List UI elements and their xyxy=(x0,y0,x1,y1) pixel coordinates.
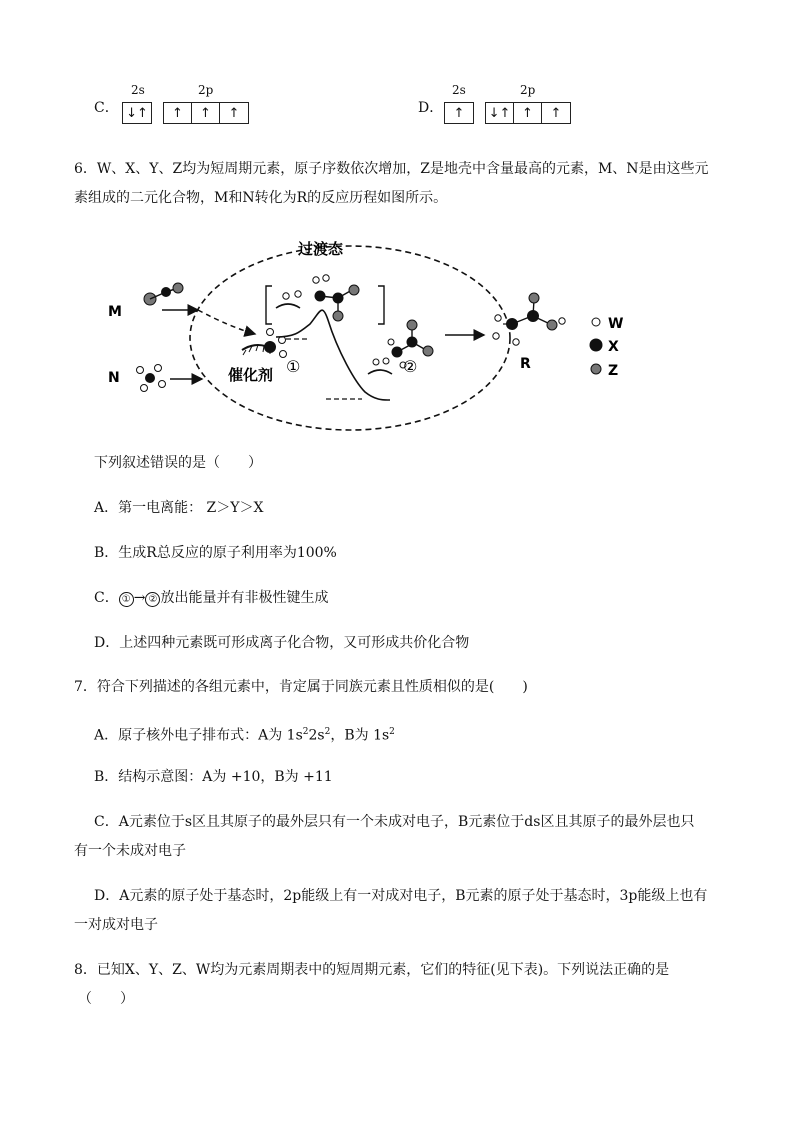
q7-option-d-line1: D．A元素的原子处于基态时，2p能级上有一对成对电子，B元素的原子处于基态时，3p能级上也有 xyxy=(94,888,708,904)
catalyst-surface xyxy=(368,370,392,374)
q7-stem: 7．符合下列描述的各组元素中，肯定属于同族元素且性质相似的是( ) xyxy=(74,679,528,695)
orbital-box: ↑ xyxy=(453,105,465,121)
orbital-box: ↓↑ xyxy=(486,103,514,123)
atom-w xyxy=(493,333,499,339)
m-label: M xyxy=(108,304,122,320)
atom-w xyxy=(159,381,166,388)
q7-option-c-line2: 有一个未成对电子 xyxy=(74,843,186,859)
q6-stem-line2: 素组成的二元化合物，M和N转化为R的反应历程如图所示。 xyxy=(74,190,448,206)
atom-w xyxy=(137,367,144,374)
r-label: R xyxy=(520,356,531,372)
c-2p-label: 2p xyxy=(198,83,214,97)
atom-w xyxy=(267,329,274,336)
legend-w-marker xyxy=(592,318,600,326)
atom-z xyxy=(423,346,433,356)
orbital-box: ↑ xyxy=(514,103,542,123)
q6-option-a: A．第一电离能： Z＞Y＞X xyxy=(94,500,264,516)
bracket-left xyxy=(266,286,272,324)
orbital-box: ↑ xyxy=(164,103,192,123)
atom-w xyxy=(141,385,148,392)
q6-option-c xyxy=(94,588,328,608)
atom-z xyxy=(407,320,417,330)
d-2s-label: 2s xyxy=(452,83,466,97)
step2-label: ② xyxy=(403,357,418,376)
orbital-box: ↑ xyxy=(550,105,562,121)
atom-w xyxy=(373,359,379,365)
q6-stem-line1: 6．W、X、Y、Z均为短周期元素，原子序数依次增加，Z是地壳中含量最高的元素，M、N是由这些元 xyxy=(74,161,709,177)
bracket-right xyxy=(378,286,384,324)
atom-w xyxy=(313,277,319,283)
orbital-box: ↑ xyxy=(192,103,220,123)
q8-stem: 8．已知X、Y、Z、W均为元素周期表中的短周期元素，它们的特征(见下表)。下列说法正确的是 xyxy=(74,962,670,978)
c-2s-label: 2s xyxy=(131,83,145,97)
q6-option-b: B．生成R总反应的原子利用率为100% xyxy=(94,545,337,561)
reaction-diagram xyxy=(100,232,660,432)
legend-z-marker xyxy=(591,364,601,374)
atom-z xyxy=(173,283,183,293)
catalyst-label: 催化剂 xyxy=(228,366,274,384)
atom-w xyxy=(283,293,289,299)
energy-curve xyxy=(276,310,390,400)
atom-z xyxy=(547,320,557,330)
option-c-suffix: 放出能量并有非极性键生成 xyxy=(160,590,329,606)
atom-z xyxy=(349,285,359,295)
legend-x-label: X xyxy=(608,339,619,355)
q7-option-c-line1: C．A元素位于s区且其原子的最外层只有一个未成对电子，B元素位于ds区且其原子的最外层也只 xyxy=(94,814,695,830)
atom-z xyxy=(333,311,343,321)
d-2s-boxes xyxy=(444,102,474,124)
orbital-box: ↓↑ xyxy=(126,105,148,121)
q8-paren: （ ） xyxy=(78,991,134,1007)
atom-w xyxy=(383,358,389,364)
atom-w xyxy=(495,315,501,321)
arrow-glyph: → xyxy=(133,590,146,606)
option-d-label: D． xyxy=(418,100,444,116)
atom-w xyxy=(323,275,329,281)
dashed-arrow-m xyxy=(198,310,255,334)
atom-w xyxy=(155,365,162,372)
atom-w xyxy=(513,339,519,345)
n-label: N xyxy=(108,370,120,386)
atom-x xyxy=(264,341,276,353)
atom-w xyxy=(388,339,394,345)
atom-w xyxy=(295,291,301,297)
d-2p-label: 2p xyxy=(520,83,536,97)
q6-option-d: D．上述四种元素既可形成离子化合物，又可形成共价化合物 xyxy=(94,635,470,651)
catalyst-surface xyxy=(276,304,300,308)
atom-w xyxy=(559,318,565,324)
option-c-label: C． xyxy=(94,100,119,116)
transition-ellipse xyxy=(190,246,510,430)
atom-x xyxy=(145,373,155,383)
d-2p-boxes xyxy=(485,102,571,124)
c-2s-boxes xyxy=(122,102,152,124)
q7-option-d-line2: 一对成对电子 xyxy=(74,917,158,933)
option-c-prefix: C． xyxy=(94,590,119,606)
step1-label: ① xyxy=(286,357,301,376)
q7-option-a: A．原子核外电子排布式：A为 $1s^22s^2$，B为 $1s^2$ xyxy=(94,727,395,744)
q7-option-b: B．结构示意图：A为 +10，B为 +11 xyxy=(94,769,333,785)
circle-one: ① xyxy=(119,592,134,607)
c-2p-boxes xyxy=(163,102,249,124)
circle-two: ② xyxy=(145,592,160,607)
orbital-box: ↑ xyxy=(228,105,240,121)
legend-w-label: W xyxy=(608,316,624,332)
q6-question: 下列叙述错误的是（ ） xyxy=(94,455,262,471)
transition-label: 过渡态 xyxy=(298,240,344,258)
legend-x-marker xyxy=(590,339,603,352)
legend-z-label: Z xyxy=(608,363,619,379)
atom-z xyxy=(529,293,539,303)
